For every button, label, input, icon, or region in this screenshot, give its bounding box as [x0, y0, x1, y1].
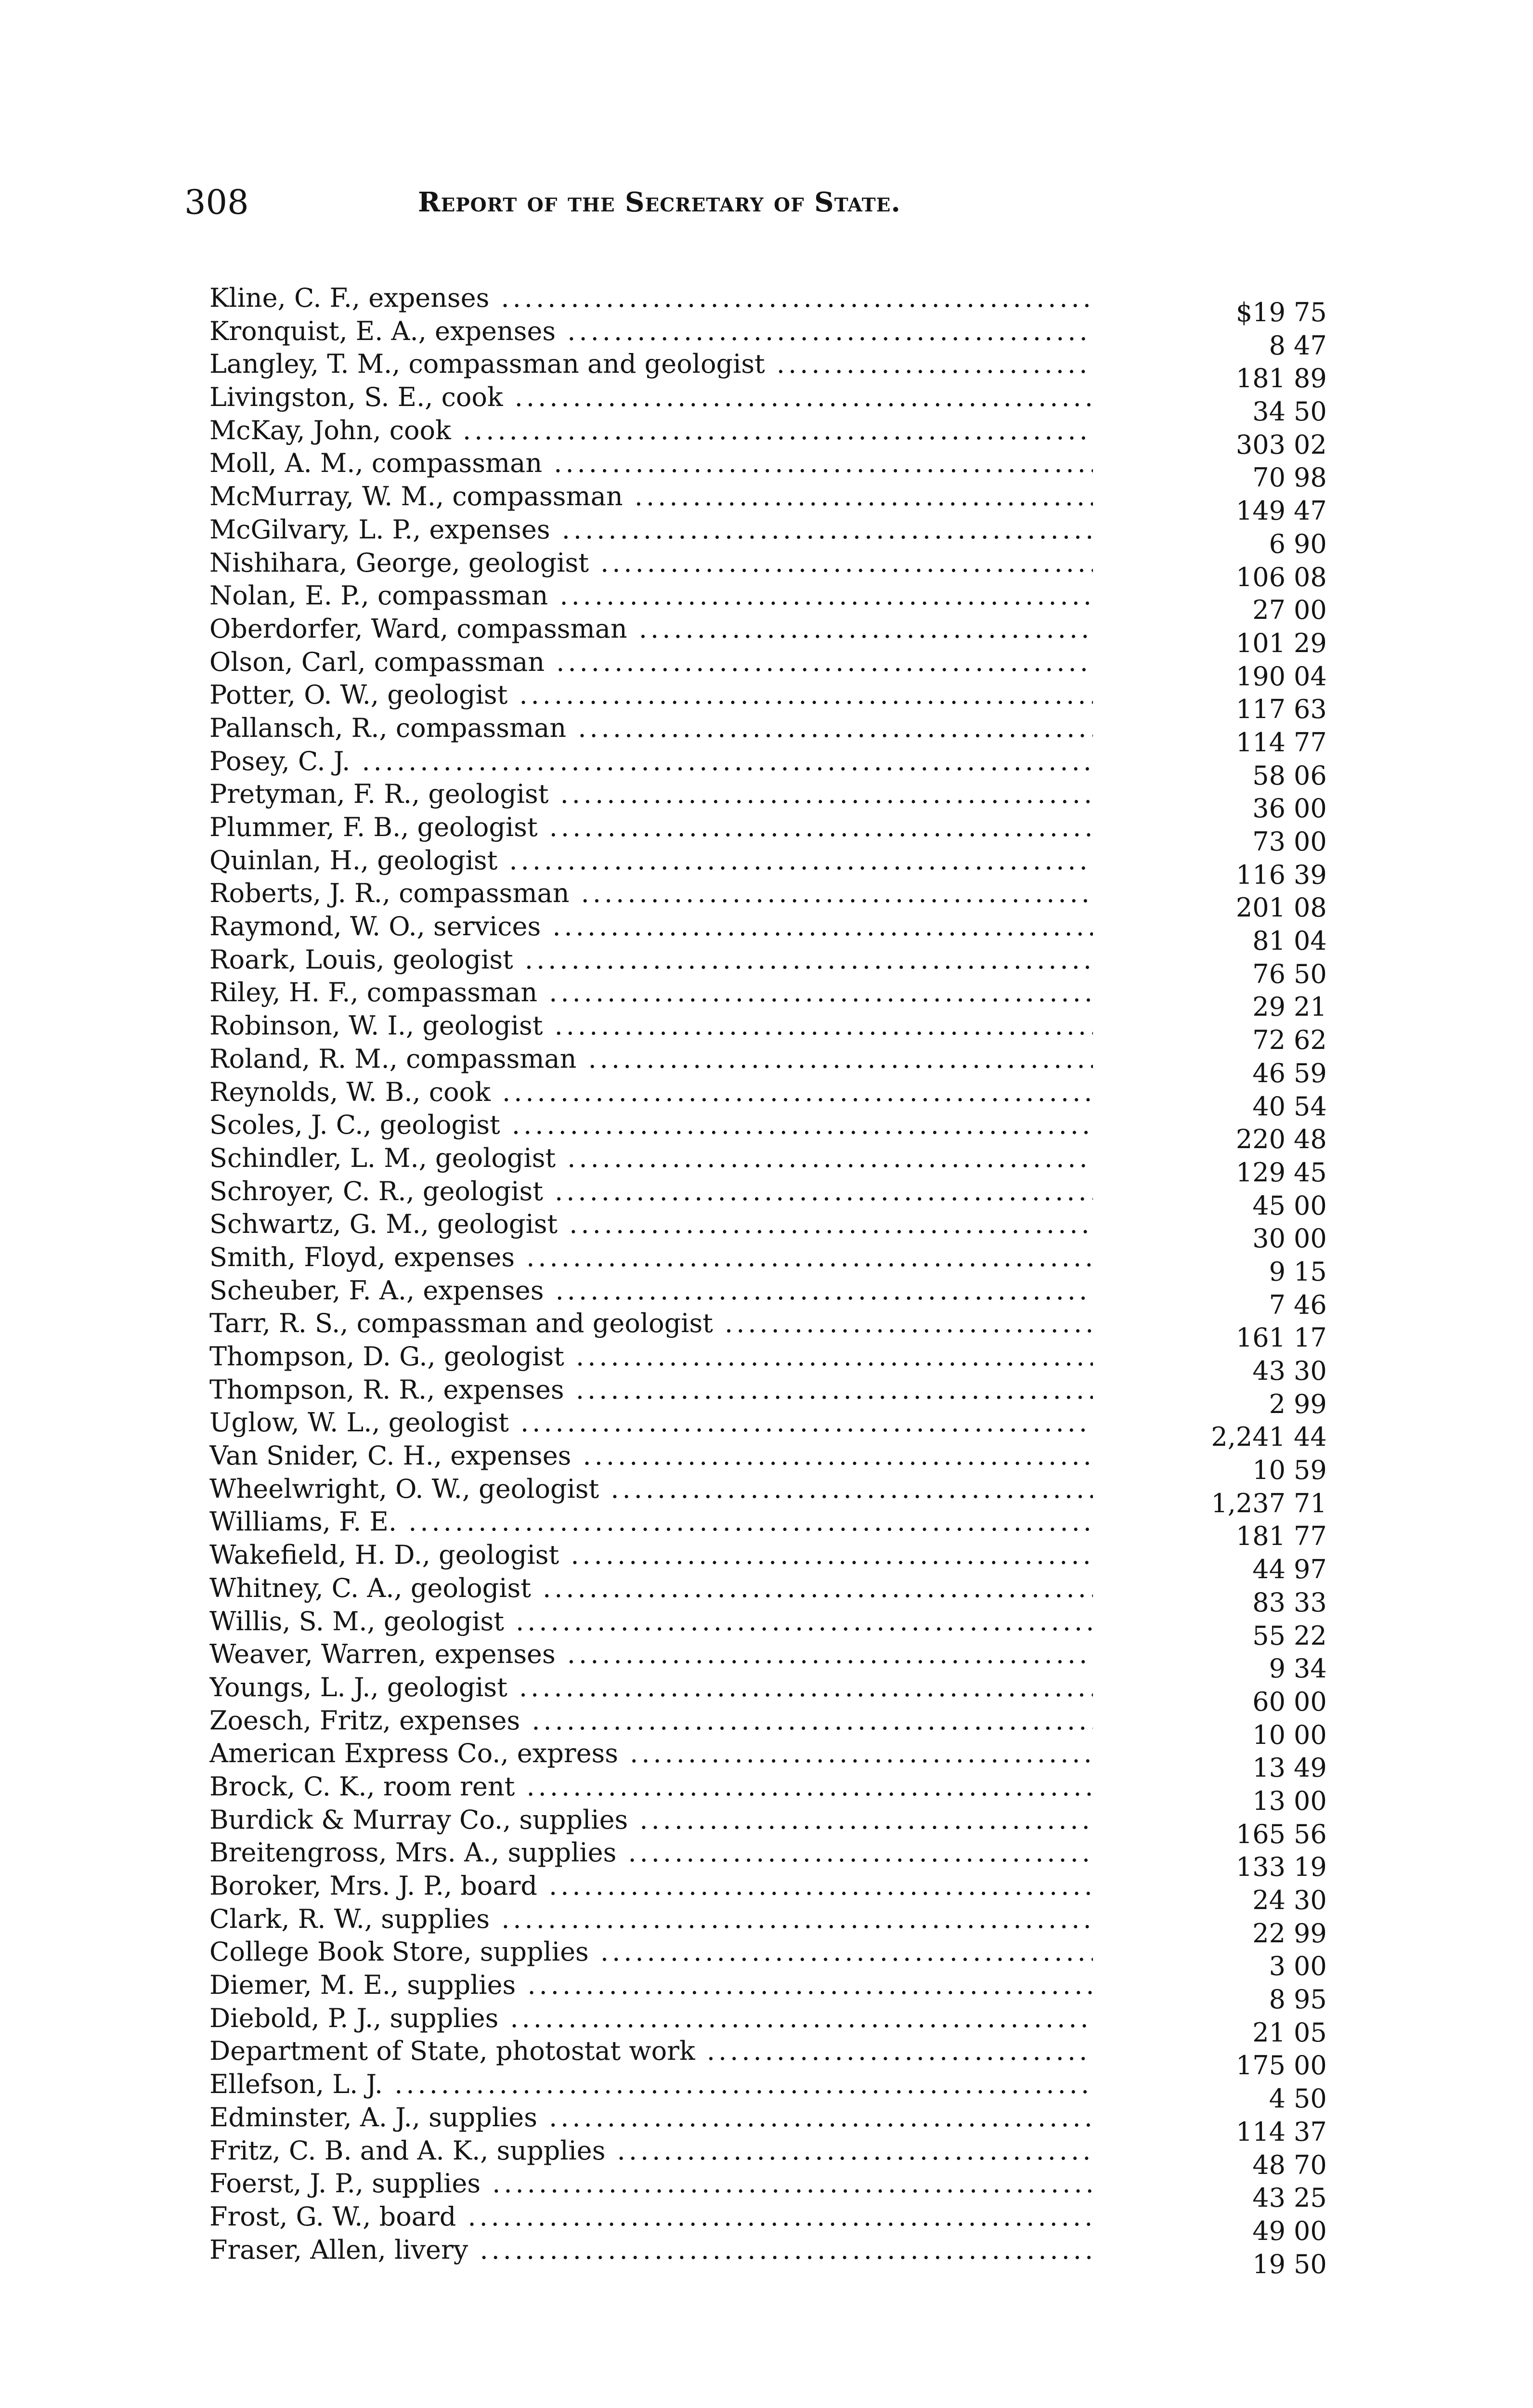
payee-description: Posey, C. J. .....	[209, 745, 1093, 778]
page-number: 308	[184, 183, 249, 222]
page-header	[184, 178, 1099, 226]
ledger-row	[209, 1208, 1327, 1254]
ledger-row	[209, 1605, 1327, 1651]
amount-dollars: 30	[1252, 1223, 1286, 1254]
ledger-row	[209, 2101, 1327, 2147]
payee-description: Brock, C. K., room rent .....	[209, 1770, 1093, 1803]
ledger-row	[209, 943, 1327, 989]
amount-dollars: 29	[1252, 992, 1286, 1022]
amount-cents: 00	[1294, 595, 1327, 626]
amount-cents: 50	[1294, 958, 1327, 989]
amount-dollars: 45	[1252, 1190, 1286, 1221]
payee-description: McKay, John, cook .....	[209, 414, 1093, 447]
ledger-row	[209, 480, 1327, 526]
amount-dollars: 114	[1235, 727, 1286, 758]
amount-cents: 30	[1294, 1885, 1327, 1915]
payee-description: Department of State, photostat work .....	[209, 2035, 1093, 2068]
amount-cents: 44	[1294, 1422, 1327, 1453]
ledger-row	[209, 315, 1327, 361]
payee-description: Pallansch, R., compassman .....	[209, 712, 1093, 745]
amount-dollars: 201	[1235, 892, 1286, 923]
payee-description: Williams, F. E. .....	[209, 1505, 1093, 1538]
payee-description: Potter, O. W., geologist .....	[209, 679, 1093, 711]
payee-description: Zoesch, Fritz, expenses .....	[209, 1704, 1093, 1737]
amount-dollars: 43	[1252, 1356, 1286, 1386]
payee-description: Willis, S. M., geologist .....	[209, 1605, 1093, 1638]
amount-cents: 59	[1294, 1058, 1327, 1088]
amount-dollars: 116	[1235, 859, 1286, 890]
ledger-row	[209, 348, 1327, 394]
ledger-row	[209, 1009, 1327, 1056]
ledger-row	[209, 2068, 1327, 2114]
payee-description: McMurray, W. M., compassman .....	[209, 480, 1093, 513]
amount-cents: 33	[1294, 1587, 1327, 1618]
payee-description: Wheelwright, O. W., geologist .....	[209, 1473, 1093, 1505]
ledger-row	[209, 1175, 1327, 1221]
amount-cents: 02	[1294, 429, 1327, 460]
amount-dollars: 58	[1252, 760, 1286, 791]
payee-description: Boroker, Mrs. J. P., board .....	[209, 1870, 1093, 1902]
payee-description: Pretyman, F. R., geologist .....	[209, 778, 1093, 811]
amount-cents: 77	[1294, 1521, 1327, 1552]
payee-description: Raymond, W. O., services .....	[209, 910, 1093, 943]
payee-description: Foerst, J. P., supplies .....	[209, 2167, 1093, 2200]
amount-dollars: 117	[1235, 694, 1286, 725]
payee-description: Oberdorfer, Ward, compassman .....	[209, 613, 1093, 645]
amount-dollars: 34	[1252, 396, 1286, 427]
amount-cents: 04	[1294, 926, 1327, 956]
ledger-row	[209, 1539, 1327, 1585]
amount-dollars: 70	[1252, 462, 1286, 493]
amount-dollars: 19	[1252, 2249, 1286, 2279]
amount-dollars: 6	[1269, 528, 1286, 559]
amount-dollars: 220	[1235, 1124, 1286, 1155]
payee-description: Olson, Carl, compassman .....	[209, 646, 1093, 679]
amount-cents: 19	[1294, 1852, 1327, 1883]
payee-description: Roark, Louis, geologist .....	[209, 943, 1093, 976]
ledger-row	[209, 1340, 1327, 1386]
payee-description: Fritz, C. B. and A. K., supplies .....	[209, 2134, 1093, 2167]
amount-cents: 37	[1294, 2116, 1327, 2147]
amount-cents: 00	[1294, 1785, 1327, 1816]
ledger-row	[209, 2035, 1327, 2081]
payee-description: Schindler, L. M., geologist .....	[209, 1142, 1093, 1175]
amount-cents: 08	[1294, 892, 1327, 923]
payee-description: Breitengross, Mrs. A., supplies .....	[209, 1836, 1093, 1869]
amount-cents: 00	[1294, 1951, 1327, 1982]
ledger-row	[209, 1274, 1327, 1320]
amount-dollars: 2,241	[1211, 1422, 1286, 1453]
payee-description: Robinson, W. I., geologist .....	[209, 1009, 1093, 1042]
payee-description: Edminster, A. J., supplies .....	[209, 2101, 1093, 2134]
amount-dollars: 2	[1269, 1388, 1286, 1419]
amount-cents: 17	[1294, 1322, 1327, 1353]
amount-dollars: 81	[1252, 926, 1286, 956]
amount-dollars: 129	[1235, 1157, 1286, 1188]
amount-cents: 06	[1294, 760, 1327, 791]
payee-description: American Express Co., express .....	[209, 1737, 1093, 1770]
amount-dollars: 190	[1235, 661, 1286, 692]
ledger-row	[209, 1770, 1327, 1816]
payee-description: Wakefield, H. D., geologist .....	[209, 1539, 1093, 1571]
amount-cents: 56	[1294, 1819, 1327, 1849]
amount-cents: 47	[1294, 330, 1327, 361]
ledger-row	[209, 1307, 1327, 1353]
amount-cents: 70	[1294, 2149, 1327, 2180]
payee-description: Burdick & Murray Co., supplies .....	[209, 1804, 1093, 1836]
ledger-row	[209, 976, 1327, 1022]
amount-cents: 45	[1294, 1157, 1327, 1188]
amount-dollars: 133	[1235, 1852, 1286, 1883]
amount-dollars: 181	[1235, 1521, 1286, 1552]
amount-cents: 00	[1294, 1719, 1327, 1750]
amount-dollars: 46	[1252, 1058, 1286, 1088]
amount-dollars: 8	[1269, 1984, 1286, 2015]
amount-dollars: 181	[1235, 363, 1286, 394]
ledger-row	[209, 1406, 1327, 1453]
ledger-row	[209, 447, 1327, 493]
amount-cents: 00	[1294, 1190, 1327, 1221]
ledger-row	[209, 1076, 1327, 1122]
amount-cents: 08	[1294, 562, 1327, 592]
payee-description: Diebold, P. J., supplies .....	[209, 2002, 1093, 2035]
amount-dollars: 106	[1235, 562, 1286, 592]
payee-description: Livingston, S. E., cook .....	[209, 381, 1093, 414]
amount-dollars: 72	[1252, 1025, 1286, 1056]
payee-description: Schwartz, G. M., geologist .....	[209, 1208, 1093, 1241]
ledger-row	[209, 712, 1327, 758]
amount-dollars: 9	[1269, 1653, 1286, 1684]
ledger-row	[209, 910, 1327, 956]
amount-dollars: 48	[1252, 2149, 1286, 2180]
amount-cents: 50	[1294, 2249, 1327, 2279]
amount-cents: 47	[1294, 496, 1327, 526]
amount-dollars: $19	[1235, 297, 1286, 327]
amount-dollars: 114	[1235, 2116, 1286, 2147]
amount-dollars: 13	[1252, 1753, 1286, 1783]
payee-description: Van Snider, C. H., expenses .....	[209, 1440, 1093, 1472]
ledger-row	[209, 1936, 1327, 1982]
amount-dollars: 175	[1235, 2050, 1286, 2081]
ledger-row	[209, 1737, 1327, 1783]
ledger-row	[209, 1572, 1327, 1618]
ledger-row	[209, 1836, 1327, 1883]
amount-cents: 71	[1294, 1488, 1327, 1518]
amount-dollars: 101	[1235, 628, 1286, 658]
ledger-row	[209, 1638, 1327, 1684]
payee-description: Thompson, D. G., geologist .....	[209, 1340, 1093, 1373]
payee-description: Langley, T. M., compassman and geologist .....	[209, 348, 1093, 380]
ledger-row	[209, 1505, 1327, 1552]
ledger-row	[209, 2002, 1327, 2048]
payee-description: Frost, G. W., board .....	[209, 2200, 1093, 2233]
payee-description: Tarr, R. S., compassman and geologist .....	[209, 1307, 1093, 1340]
amount-cents: 30	[1294, 1356, 1327, 1386]
amount-dollars: 44	[1252, 1554, 1286, 1585]
amount-cents: 00	[1294, 2215, 1327, 2246]
amount-cents: 46	[1294, 1289, 1327, 1320]
amount-dollars: 13	[1252, 1785, 1286, 1816]
amount-cents: 21	[1294, 992, 1327, 1022]
amount-cents: 15	[1294, 1256, 1327, 1287]
payee-description: Kronquist, E. A., expenses .....	[209, 315, 1093, 348]
amount-dollars: 22	[1252, 1918, 1286, 1949]
amount-cents: 25	[1294, 2183, 1327, 2213]
amount-dollars: 149	[1235, 496, 1286, 526]
ledger-row	[209, 877, 1327, 923]
amount-cents: 00	[1294, 1686, 1327, 1717]
payee-description: Scoles, J. C., geologist .....	[209, 1109, 1093, 1141]
ledger-row	[209, 1241, 1327, 1287]
ledger-row	[209, 1142, 1327, 1188]
payee-description: Roland, R. M., compassman .....	[209, 1043, 1093, 1075]
amount-dollars: 40	[1252, 1091, 1286, 1122]
amount-dollars: 165	[1235, 1819, 1286, 1849]
amount-cents: 39	[1294, 859, 1327, 890]
expense-ledger	[209, 282, 1327, 2279]
payee-description: Roberts, J. R., compassman .....	[209, 877, 1093, 910]
ledger-row	[209, 2234, 1327, 2279]
payee-description: Scheuber, F. A., expenses .....	[209, 1274, 1093, 1307]
ledger-row	[209, 646, 1327, 692]
amount-cents: 29	[1294, 628, 1327, 658]
payee-description: Youngs, L. J., geologist .....	[209, 1671, 1093, 1704]
amount	[1225, 2248, 1326, 2281]
amount-dollars: 24	[1252, 1885, 1286, 1915]
amount-dollars: 36	[1252, 793, 1286, 824]
payee-description: McGilvary, L. P., expenses .....	[209, 513, 1093, 546]
amount-dollars: 55	[1252, 1620, 1286, 1651]
ledger-row	[209, 1671, 1327, 1717]
running-title: Report of the Secretary of State.	[418, 186, 901, 218]
amount-dollars: 27	[1252, 595, 1286, 626]
payee-description: Thompson, R. R., expenses .....	[209, 1374, 1093, 1406]
amount-dollars: 49	[1252, 2215, 1286, 2246]
ledger-row	[209, 613, 1327, 658]
amount-dollars: 60	[1252, 1686, 1286, 1717]
ledger-row	[209, 2134, 1327, 2180]
amount-dollars: 73	[1252, 826, 1286, 857]
ledger-row	[209, 811, 1327, 857]
payee-description: Fraser, Allen, livery .....	[209, 2234, 1093, 2266]
payee-description: Quinlan, H., geologist .....	[209, 844, 1093, 877]
amount-cents: 59	[1294, 1455, 1327, 1486]
amount-cents: 00	[1294, 826, 1327, 857]
amount-cents: 34	[1294, 1653, 1327, 1684]
payee-description: Kline, C. F., expenses .....	[209, 282, 1093, 314]
ledger-row	[209, 679, 1327, 725]
amount-dollars: 3	[1269, 1951, 1286, 1982]
amount-dollars: 21	[1252, 2017, 1286, 2048]
ledger-row	[209, 381, 1327, 427]
payee-description: Diemer, M. E., supplies .....	[209, 1969, 1093, 2002]
amount-cents: 48	[1294, 1124, 1327, 1155]
amount-cents: 98	[1294, 462, 1327, 493]
amount-cents: 99	[1294, 1918, 1327, 1949]
ledger-row	[209, 1903, 1327, 1949]
ledger-row	[209, 282, 1327, 327]
amount-cents: 89	[1294, 363, 1327, 394]
ledger-row	[209, 1043, 1327, 1088]
amount-dollars: 8	[1269, 330, 1286, 361]
ledger-row	[209, 1374, 1327, 1419]
ledger-row	[209, 1704, 1327, 1750]
payee-description: Schroyer, C. R., geologist .....	[209, 1175, 1093, 1208]
amount-cents: 22	[1294, 1620, 1327, 1651]
ledger-row	[209, 1473, 1327, 1518]
amount-dollars: 10	[1252, 1719, 1286, 1750]
amount-cents: 99	[1294, 1388, 1327, 1419]
ledger-row	[209, 1804, 1327, 1849]
amount-cents: 77	[1294, 727, 1327, 758]
payee-description: Weaver, Warren, expenses .....	[209, 1638, 1093, 1671]
amount-cents: 49	[1294, 1753, 1327, 1783]
payee-description: Moll, A. M., compassman .....	[209, 447, 1093, 480]
amount-cents: 50	[1294, 2083, 1327, 2114]
amount-cents: 05	[1294, 2017, 1327, 2048]
payee-description: Nishihara, George, geologist .....	[209, 547, 1093, 579]
ledger-row	[209, 513, 1327, 559]
ledger-row	[209, 1109, 1327, 1155]
amount-cents: 04	[1294, 661, 1327, 692]
payee-description: Plummer, F. B., geologist .....	[209, 811, 1093, 844]
amount-cents: 63	[1294, 694, 1327, 725]
payee-description: Smith, Floyd, expenses .....	[209, 1241, 1093, 1274]
payee-description: Uglow, W. L., geologist .....	[209, 1406, 1093, 1439]
ledger-row	[209, 2200, 1327, 2246]
ledger-row	[209, 414, 1327, 460]
amount-cents: 75	[1294, 297, 1327, 327]
ledger-row	[209, 1870, 1327, 1915]
amount-cents: 00	[1294, 793, 1327, 824]
payee-description: Nolan, E. P., compassman .....	[209, 579, 1093, 612]
ledger-row	[209, 1969, 1327, 2015]
amount-cents: 00	[1294, 1223, 1327, 1254]
payee-description: Ellefson, L. J. .....	[209, 2068, 1093, 2101]
amount-cents: 62	[1294, 1025, 1327, 1056]
ledger-row	[209, 2167, 1327, 2213]
amount-dollars: 303	[1235, 429, 1286, 460]
amount-dollars: 76	[1252, 958, 1286, 989]
ledger-row	[209, 844, 1327, 890]
amount-dollars: 10	[1252, 1455, 1286, 1486]
payee-description: Whitney, C. A., geologist .....	[209, 1572, 1093, 1605]
amount-cents: 97	[1294, 1554, 1327, 1585]
amount-dollars: 83	[1252, 1587, 1286, 1618]
payee-description: Riley, H. F., compassman .....	[209, 976, 1093, 1009]
amount-dollars: 4	[1269, 2083, 1286, 2114]
amount-cents: 50	[1294, 396, 1327, 427]
payee-description: College Book Store, supplies .....	[209, 1936, 1093, 1968]
ledger-row	[209, 579, 1327, 626]
ledger-row	[209, 745, 1327, 791]
amount-dollars: 9	[1269, 1256, 1286, 1287]
ledger-row	[209, 1440, 1327, 1486]
amount-dollars: 1,237	[1211, 1488, 1286, 1518]
amount-cents: 54	[1294, 1091, 1327, 1122]
amount-cents: 00	[1294, 2050, 1327, 2081]
amount-cents: 90	[1294, 528, 1327, 559]
payee-description: Clark, R. W., supplies .....	[209, 1903, 1093, 1936]
ledger-row	[209, 547, 1327, 592]
amount-dollars: 7	[1269, 1289, 1286, 1320]
ledger-row	[209, 778, 1327, 824]
amount-dollars: 43	[1252, 2183, 1286, 2213]
payee-description: Reynolds, W. B., cook .....	[209, 1076, 1093, 1109]
amount-cents: 95	[1294, 1984, 1327, 2015]
amount-dollars: 161	[1235, 1322, 1286, 1353]
